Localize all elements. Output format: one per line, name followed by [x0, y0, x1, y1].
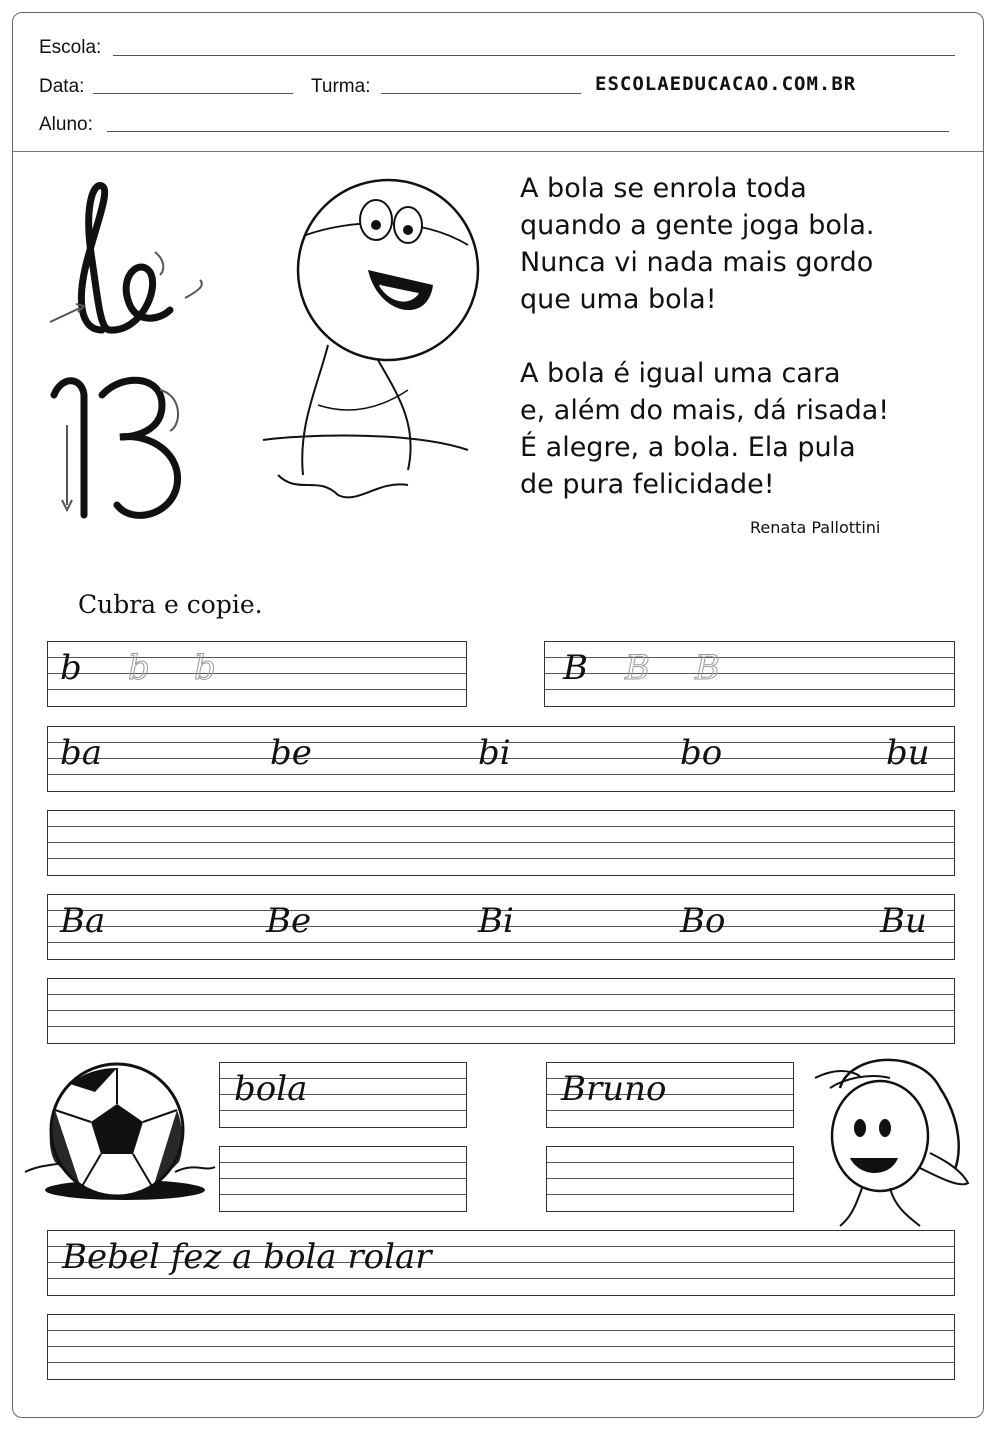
- sentence-text: Bebel fez a bola rolar: [62, 1237, 432, 1277]
- trace-letter-upper: B: [563, 648, 588, 688]
- poem-line: É alegre, a bola. Ela pula: [520, 432, 856, 463]
- trace-letter-lower-ghost: b: [128, 648, 150, 688]
- poem-line: quando a gente joga bola.: [520, 210, 875, 241]
- syllable: Bu: [880, 901, 927, 941]
- word-bola-box[interactable]: [219, 1062, 467, 1128]
- class-label: Turma:: [311, 76, 371, 97]
- upper-letter-tracing-box[interactable]: [544, 641, 955, 707]
- blank-word-box[interactable]: [546, 1146, 794, 1212]
- trace-letter-lower-ghost: b: [194, 648, 216, 688]
- word-bola: bola: [234, 1069, 308, 1109]
- class-field[interactable]: [381, 93, 581, 94]
- letter-b-lower-guide: [40, 180, 220, 350]
- upper-syllables-box[interactable]: [47, 894, 955, 960]
- poem-line: que uma bola!: [520, 284, 717, 315]
- soccer-ball-illustration: [25, 1062, 215, 1202]
- blank-sentence-box[interactable]: [47, 1314, 955, 1380]
- syllable: be: [270, 733, 312, 773]
- letter-b-upper-guide: [42, 365, 202, 535]
- syllable: Be: [266, 901, 312, 941]
- poem: [520, 170, 889, 503]
- header: [13, 13, 983, 152]
- syllable: ba: [60, 733, 103, 773]
- poem-line: de pura felicidade!: [520, 469, 775, 500]
- date-label: Data:: [39, 76, 85, 97]
- word-bruno-box[interactable]: [546, 1062, 794, 1128]
- lower-letter-tracing-box[interactable]: [47, 641, 467, 707]
- boy-with-cap-illustration: [810, 1048, 970, 1228]
- syllable: Bi: [478, 901, 514, 941]
- blank-writing-box[interactable]: [47, 810, 955, 876]
- syllable: bu: [886, 733, 930, 773]
- word-bruno: Bruno: [561, 1069, 667, 1109]
- blank-word-box[interactable]: [219, 1146, 467, 1212]
- poem-line: A bola é igual uma cara: [520, 358, 841, 389]
- syllable: bi: [478, 733, 511, 773]
- syllable: Ba: [60, 901, 106, 941]
- poem-line: e, além do mais, dá risada!: [520, 395, 890, 426]
- student-label: Aluno:: [39, 114, 93, 135]
- sentence-box[interactable]: [47, 1230, 955, 1296]
- syllable: Bo: [680, 901, 726, 941]
- smiling-ball-illustration: [258, 175, 473, 515]
- lower-syllables-box[interactable]: [47, 726, 955, 792]
- poem-author: Renata Pallottini: [750, 518, 881, 537]
- instruction: Cubra e copie.: [78, 590, 263, 619]
- student-field[interactable]: [107, 131, 949, 132]
- trace-letter-upper-ghost: B: [625, 648, 650, 688]
- poem-line: A bola se enrola toda: [520, 173, 807, 204]
- date-field[interactable]: [93, 93, 293, 94]
- school-label: Escola:: [39, 37, 102, 58]
- website-logo: ESCOLAEDUCACAO.COM.BR: [595, 73, 857, 95]
- syllable: bo: [680, 733, 723, 773]
- school-field[interactable]: [113, 55, 955, 56]
- trace-letter-upper-ghost: B: [695, 648, 720, 688]
- trace-letter-lower: b: [60, 648, 82, 688]
- poem-line: Nunca vi nada mais gordo: [520, 247, 874, 278]
- blank-writing-box[interactable]: [47, 978, 955, 1044]
